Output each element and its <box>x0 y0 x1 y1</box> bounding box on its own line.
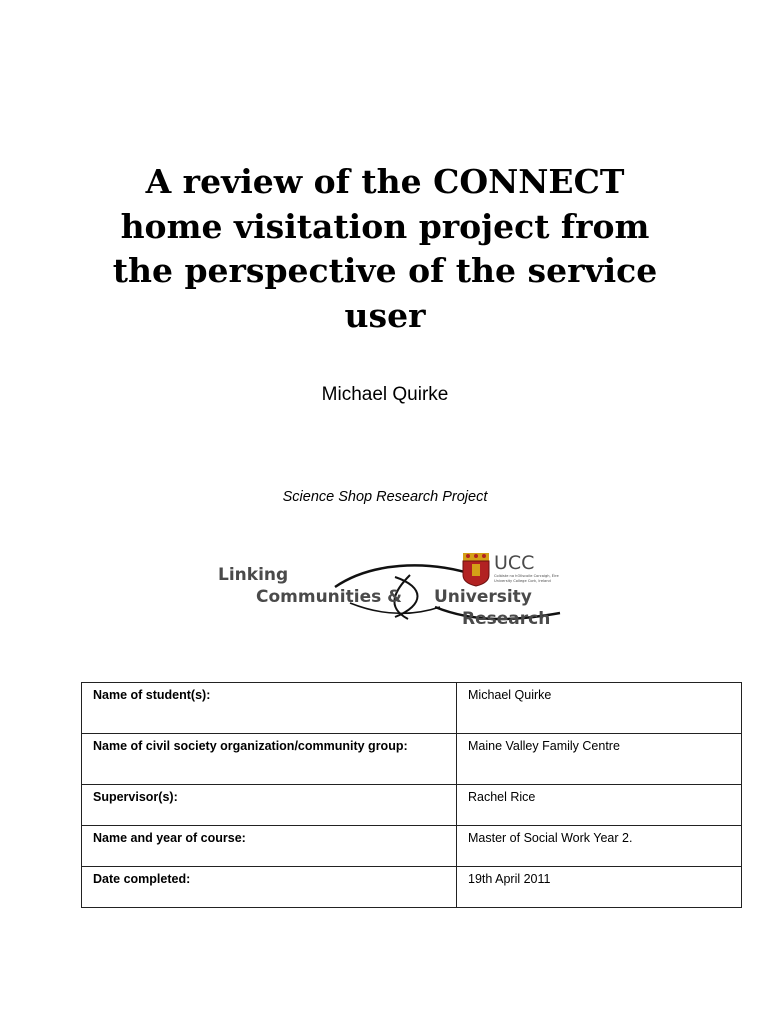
table-row <box>82 867 742 908</box>
title-line: user <box>344 295 426 335</box>
logo-text-university: University <box>434 587 532 607</box>
project-info-table <box>81 682 742 908</box>
row-value: Master of Social Work Year 2. <box>457 826 742 867</box>
row-label: Date completed: <box>82 867 457 908</box>
project-type: Science Shop Research Project <box>282 489 488 505</box>
table-row <box>82 734 742 785</box>
title-line: home visitation project from <box>120 206 650 246</box>
row-label: Supervisor(s): <box>82 785 457 826</box>
row-value: Maine Valley Family Centre <box>457 734 742 785</box>
logo-text-ucc-irish: Coláiste na hOllscoile Corcaigh, Éire <box>494 574 559 578</box>
table-row <box>82 826 742 867</box>
title-line: the perspective of the service <box>112 251 658 290</box>
logo-text-communities: Communities & <box>256 587 402 607</box>
ucc-crest-icon <box>463 553 489 586</box>
row-value: 19th April 2011 <box>457 867 742 908</box>
logo-text-ucc: UCC <box>494 552 535 574</box>
row-label: Name and year of course: <box>82 826 457 867</box>
logo-text-linking: Linking <box>218 565 289 585</box>
table-row <box>82 785 742 826</box>
row-value: Michael Quirke <box>457 683 742 734</box>
document-title <box>95 160 675 338</box>
author-name: Michael Quirke <box>321 384 449 405</box>
row-value: Rachel Rice <box>457 785 742 826</box>
linking-communities-logo <box>210 545 570 635</box>
logo-text-research: Research <box>462 609 551 629</box>
row-label: Name of civil society organization/community group: <box>82 734 457 785</box>
logo-swoosh <box>335 565 475 587</box>
title-line: A review of the CONNECT <box>145 162 625 201</box>
table-row <box>82 683 742 734</box>
row-label: Name of student(s): <box>82 683 457 734</box>
logo-text-ucc-english: University College Cork, Ireland <box>494 579 551 583</box>
